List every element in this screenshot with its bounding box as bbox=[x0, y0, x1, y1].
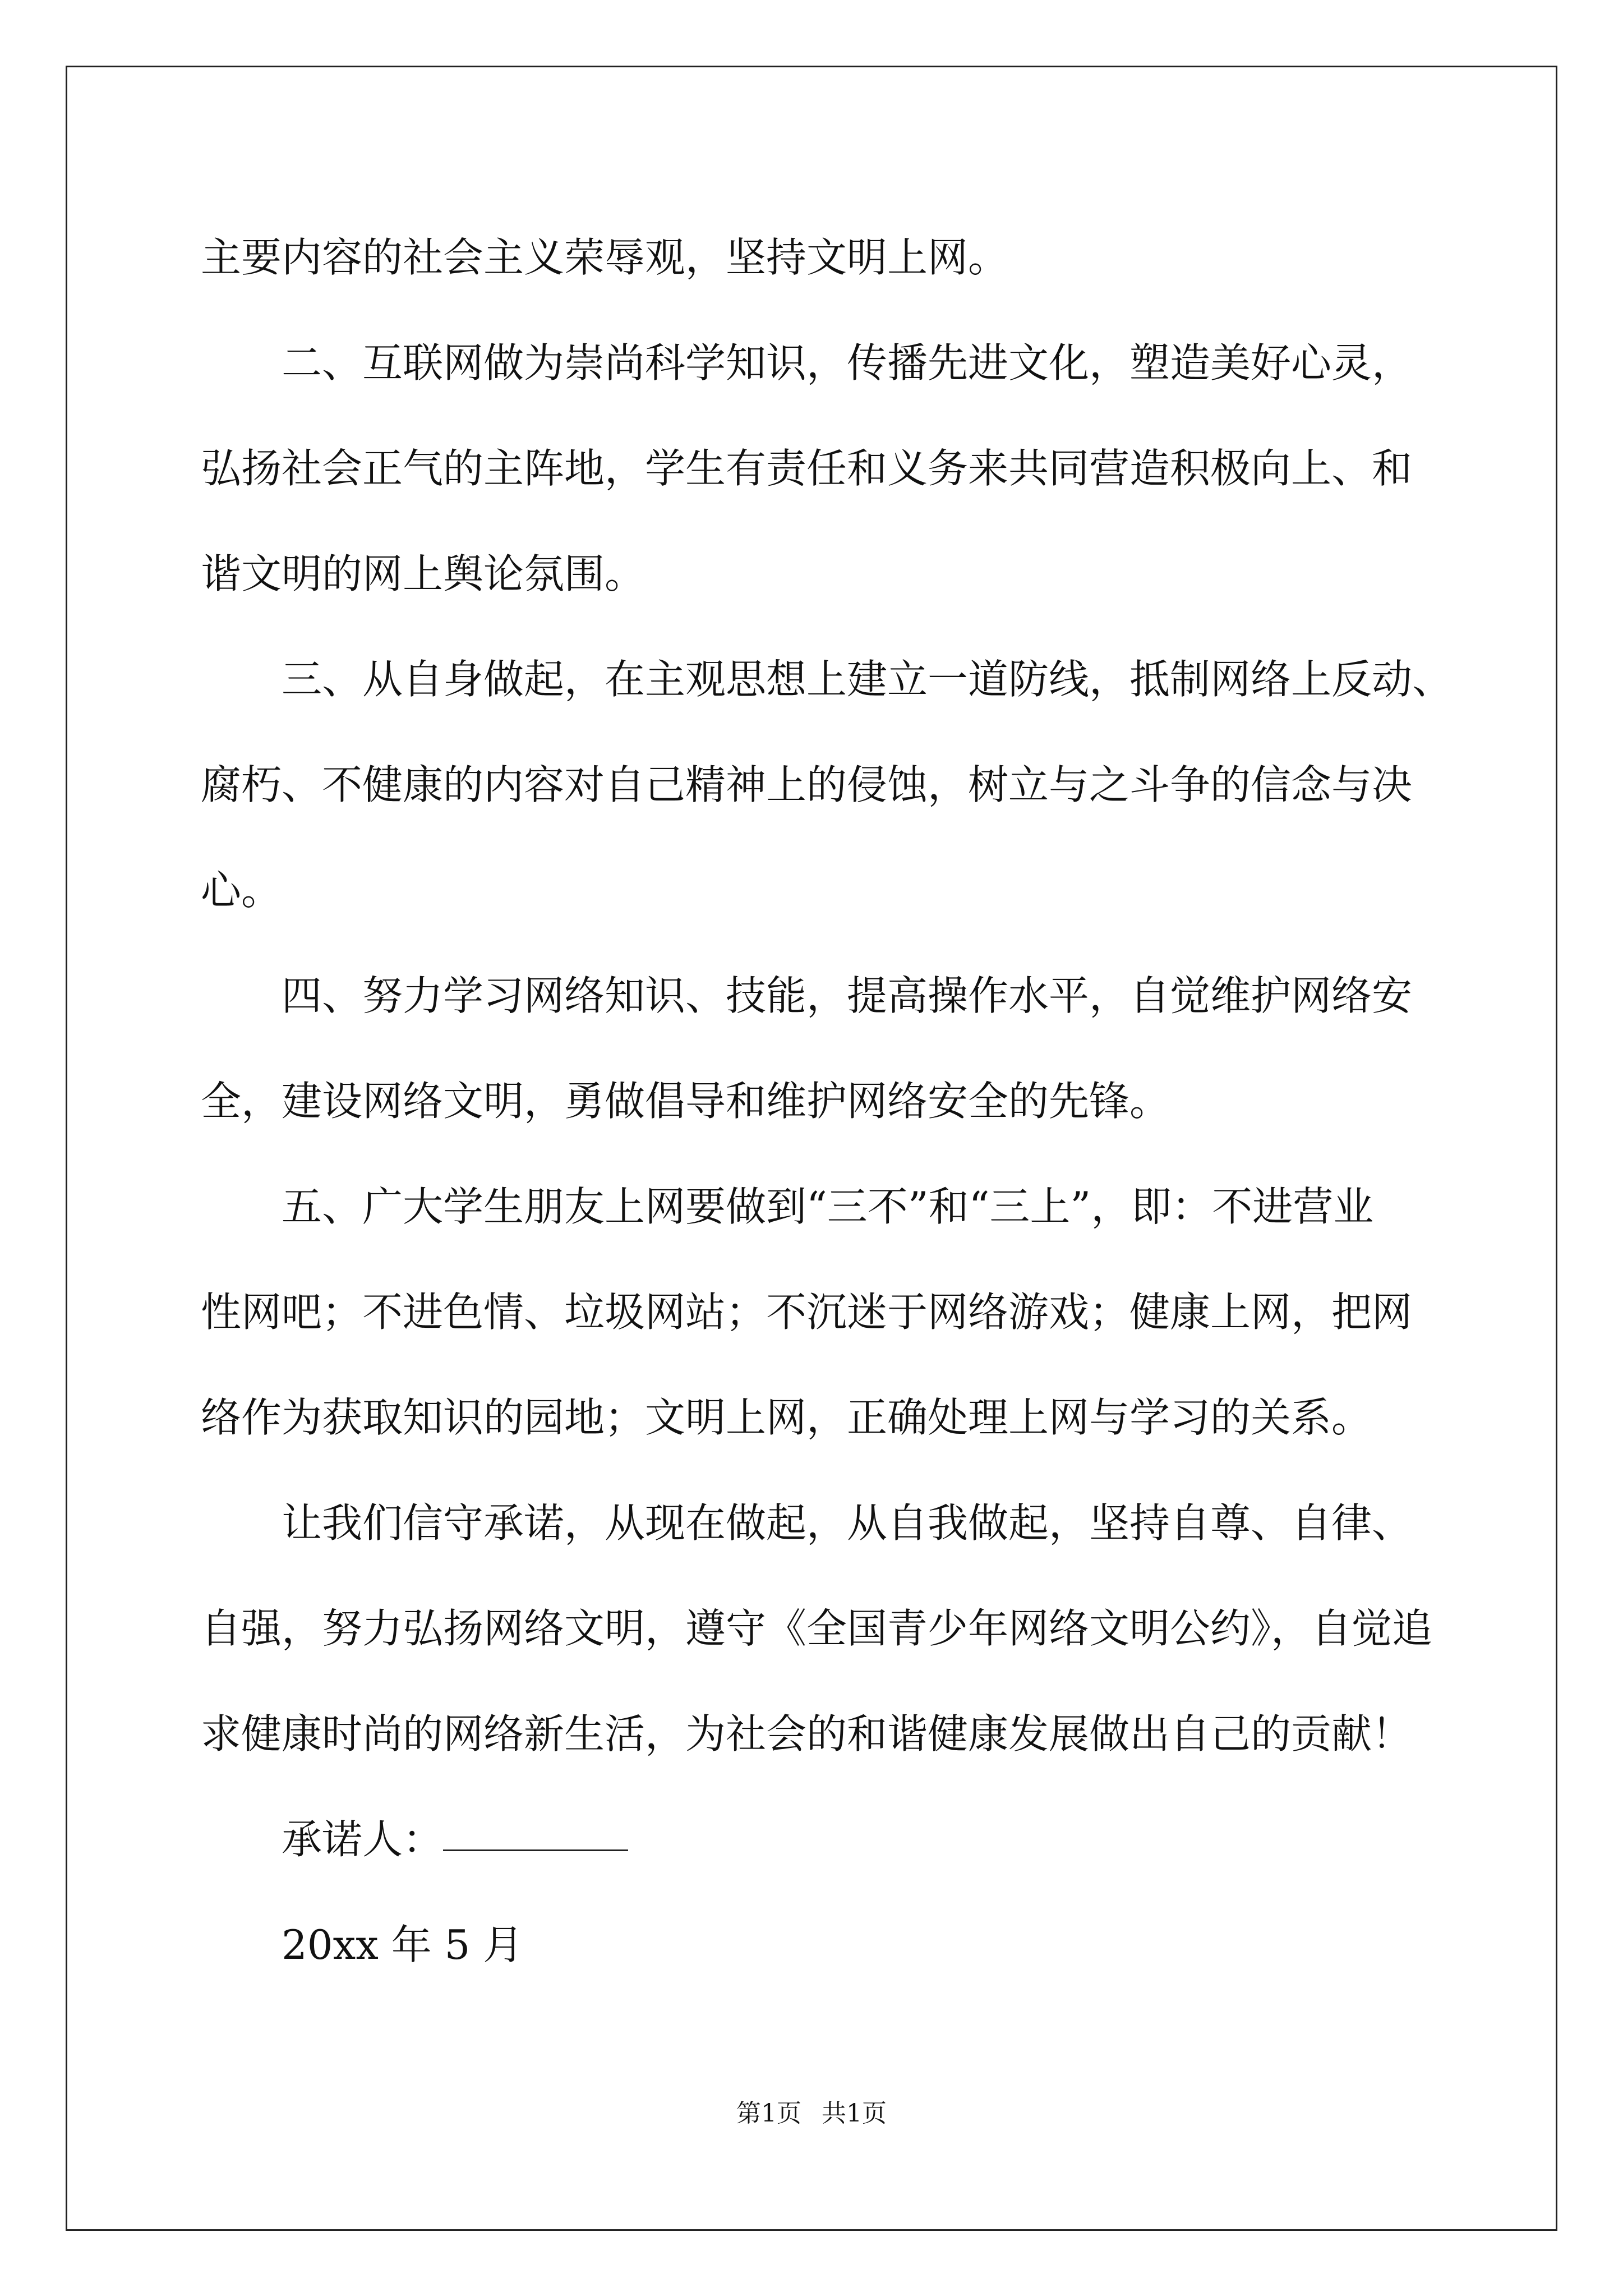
date-line: 20xx 年 5 月 bbox=[282, 1921, 524, 1968]
text-line: 心。 bbox=[201, 867, 282, 914]
text-line: 二、互联网做为崇尚科学知识，传播先进文化，塑造美好心灵， bbox=[282, 339, 1413, 386]
page-total: 共1页 bbox=[822, 2099, 887, 2128]
signature-label: 承诺人： bbox=[282, 1816, 444, 1863]
text-line: 络作为获取知识的园地；文明上网，正确处理上网与学习的关系。 bbox=[201, 1394, 1372, 1441]
signature-line bbox=[201, 1787, 1457, 1892]
text-line: 谐文明的网上舆论氛围。 bbox=[201, 550, 645, 597]
text-line: 全，建设网络文明，勇做倡导和维护网络安全的先锋。 bbox=[201, 1078, 1170, 1125]
text-line: 求健康时尚的网络新生活，为社会的和谐健康发展做出自己的贡献！ bbox=[201, 1710, 1413, 1757]
page-number: 第1页 bbox=[736, 2099, 801, 2128]
text-line: 四、努力学习网络知识、技能，提高操作水平，自觉维护网络安 bbox=[282, 972, 1413, 1019]
text-line: 五、广大学生朋友上网要做到“三不”和“三上”，即：不进营业 bbox=[282, 1183, 1374, 1230]
text-line: 腐朽、不健康的内容对自己精神上的侵蚀，树立与之斗争的信念与决 bbox=[201, 761, 1413, 808]
document-body bbox=[201, 205, 1457, 1998]
page-footer bbox=[0, 2097, 1623, 2131]
text-line: 弘扬社会正气的主阵地，学生有责任和义务来共同营造积极向上、和 bbox=[201, 445, 1413, 492]
text-line: 主要内容的社会主义荣辱观，坚持文明上网。 bbox=[201, 234, 1009, 281]
text-line: 自强，努力弘扬网络文明，遵守《全国青少年网络文明公约》，自觉追 bbox=[201, 1605, 1433, 1652]
text-line: 性网吧；不进色情、垃圾网站；不沉迷于网络游戏；健康上网，把网 bbox=[201, 1289, 1413, 1336]
text-line: 让我们信守承诺，从现在做起，从自我做起，坚持自尊、自律、 bbox=[282, 1499, 1413, 1547]
signature-blank bbox=[443, 1816, 628, 1851]
text-line: 三、从自身做起，在主观思想上建立一道防线，抵制网络上反动、 bbox=[282, 656, 1453, 703]
